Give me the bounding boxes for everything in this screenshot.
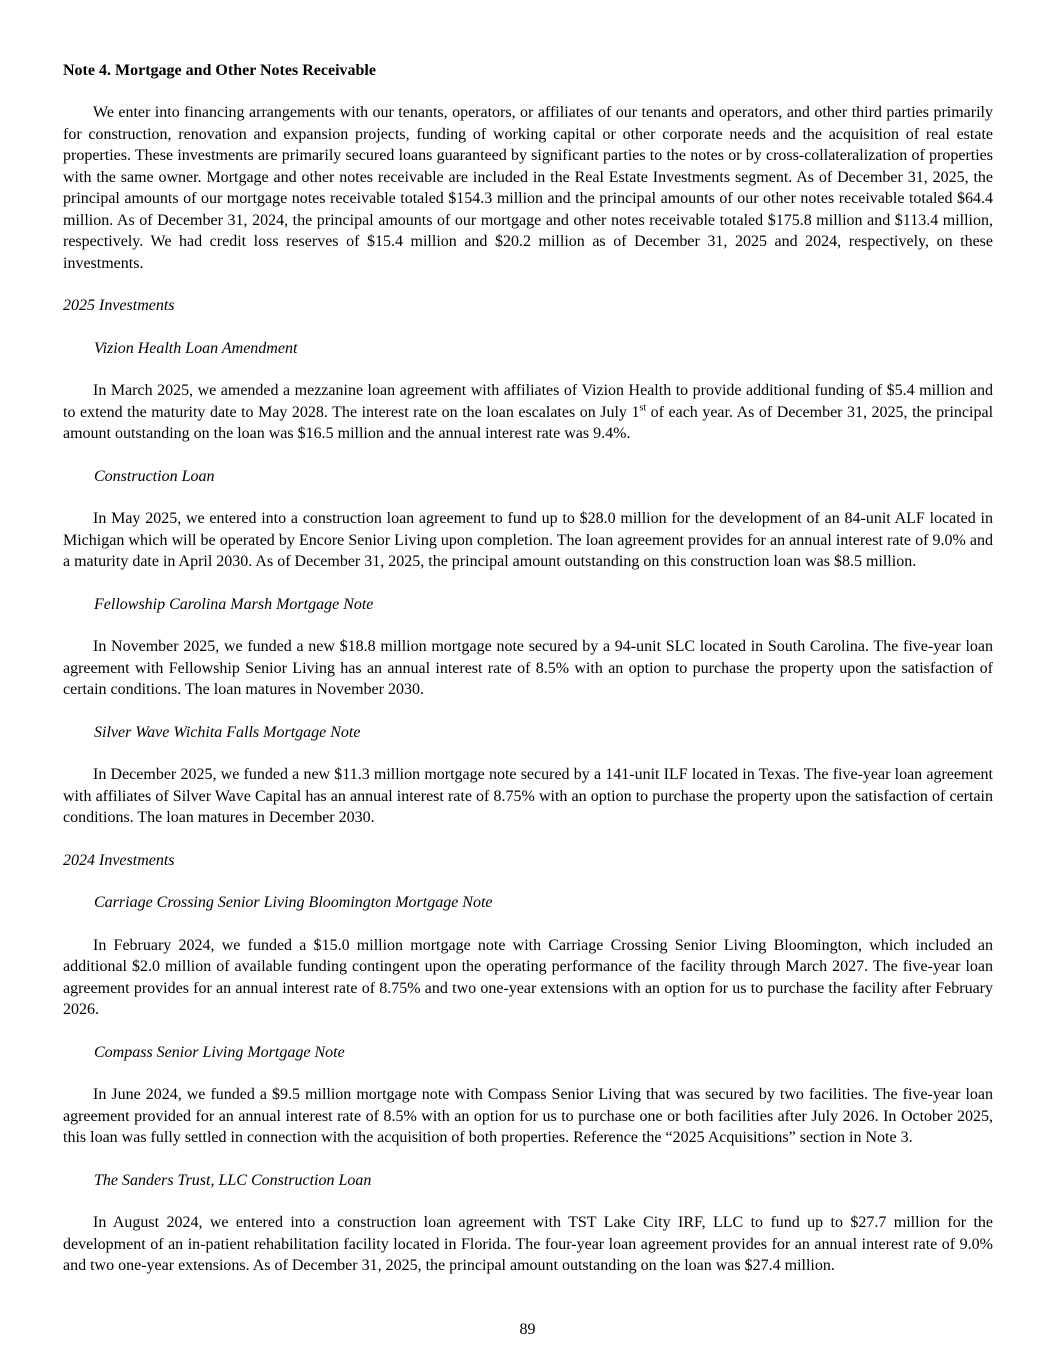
document-body — [63, 102, 993, 1277]
paragraph: In August 2024, we entered into a construction loan agreement with TST Lake City IRF, LLC to fund up to $27.7 million for the development of an in-patient rehabilitation facility located in Florida. The four-year loan agreement provides for an annual interest rate of 9.0% and two one-year extensions. As of December 31, 2025, the principal amount outstanding on the loan was $27.4 million. — [63, 1214, 993, 1274]
sub-heading: Silver Wave Wichita Falls Mortgage Note — [94, 723, 361, 741]
sub-heading: The Sanders Trust, LLC Construction Loan — [94, 1171, 372, 1189]
section-heading: 2024 Investments — [63, 851, 175, 869]
section-heading: 2025 Investments — [63, 297, 175, 314]
sub-heading: Vizion Health Loan Amendment — [94, 339, 298, 357]
paragraph: In May 2025, we entered into a construction loan agreement to fund up to $28.0 million for the development of an 84-unit ALF located in Michigan which will be operated by Encore Senior Living upon completion. The loan agreement provides for an annual interest rate of 9.0% and a maturity date in April 2030. As of December 31, 2025, the principal amount outstanding on this construction loan was $8.5 million. — [63, 510, 993, 570]
sub-heading: Fellowship Carolina Marsh Mortgage Note — [94, 595, 374, 613]
sub-heading: Compass Senior Living Mortgage Note — [94, 1043, 345, 1061]
note-title: Note 4. Mortgage and Other Notes Receivable — [63, 62, 376, 79]
paragraph: In June 2024, we funded a $9.5 million mortgage note with Compass Senior Living that was secured by two facilities. The five-year loan agreement provided for an annual interest rate of 8.5% with an option for us to purchase one or both facilities after July 2026. In October 2025, this loan was fully settled in connection with the acquisition of both properties. Reference the “2025 Acquisitions” section in Note 3. — [63, 1086, 993, 1146]
paragraph: We enter into financing arrangements with our tenants, operators, or affiliates of our tenants and operators, and other third parties primarily for construction, renovation and expansion projects, funding of working capital or other corporate needs and the acquisition of real estate properties. These investments are primarily secured loans guaranteed by significant parties to the notes or by cross-collateralization of properties with the same owner. Mortgage and other notes receivable are included in the Real Estate Investments segment. As of December 31, 2025, the principal amounts of our mortgage notes receivable totaled $154.3 million and the principal amounts of our other notes receivable totaled $64.4 million. As of December 31, 2024, the principal amounts of our mortgage and other notes receivable totaled $175.8 million and $113.4 million, respectively. We had credit loss reserves of $15.4 million and $20.2 million as of December 31, 2025 and 2024, respectively, on these investments. — [63, 104, 993, 272]
sub-heading: Carriage Crossing Senior Living Bloomington Mortgage Note — [94, 894, 493, 911]
paragraph: In March 2025, we amended a mezzanine loan agreement with affiliates of Vizion Health to provide additional funding of $5.4 million and to extend the maturity date to May 2028. The interest rate on the loan escalates on July 1st of each year. As of December 31, 2025, the principal amount outstanding on the loan was $16.5 million and the annual interest rate was 9.4%. — [63, 382, 994, 442]
paragraph: In February 2024, we funded a $15.0 million mortgage note with Carriage Crossing Senior Living Bloomington, which included an additional $2.0 million of available funding contingent upon the operating performance of the facility through March 2027. The five-year loan agreement provides for an annual interest rate of 8.75% and two one-year extensions with an option for us to purchase the facility after February 2026. — [63, 936, 993, 1018]
page-number: 89 — [519, 1321, 536, 1338]
paragraph: In December 2025, we funded a new $11.3 million mortgage note secured by a 141-unit ILF located in Texas. The five-year loan agreement with affiliates of Silver Wave Capital has an annual interest rate of 8.75% with an option to purchase the property upon the satisfaction of certain conditions. The loan matures in December 2030. — [63, 766, 993, 826]
paragraph: In November 2025, we funded a new $18.8 million mortgage note secured by a 94-unit SLC located in South Carolina. The five-year loan agreement with Fellowship Senior Living has an annual interest rate of 8.5% with an option to purchase the property upon the satisfaction of certain conditions. The loan matures in November 2030. — [63, 638, 993, 698]
sub-heading: Construction Loan — [94, 467, 215, 485]
